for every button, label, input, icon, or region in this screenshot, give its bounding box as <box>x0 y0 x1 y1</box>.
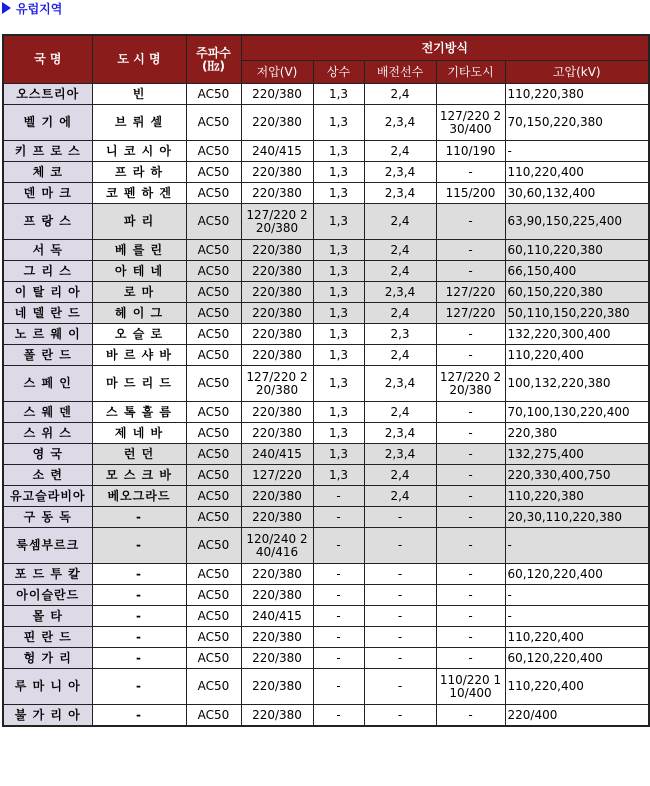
frequency-cell: AC50 <box>186 282 241 303</box>
wiring-cell: 2,3,4 <box>364 105 436 141</box>
wiring-cell: - <box>364 564 436 585</box>
frequency-cell: AC50 <box>186 564 241 585</box>
frequency-cell: AC50 <box>186 528 241 564</box>
other-cities-cell: - <box>436 204 505 240</box>
high-voltage-cell: 60,120,220,400 <box>505 648 649 669</box>
other-cities-cell: 127/220 <box>436 282 505 303</box>
city-cell: - <box>92 705 186 727</box>
city-cell: 코 펜 하 겐 <box>92 183 186 204</box>
header-frequency-unit: (㎐) <box>202 58 225 73</box>
header-power-system: 전기방식 <box>241 35 649 61</box>
high-voltage-cell: 132,275,400 <box>505 444 649 465</box>
header-wiring: 배전선수 <box>364 61 436 84</box>
table-row <box>3 204 649 240</box>
high-voltage-cell: 220/400 <box>505 705 649 727</box>
phase-cell: - <box>313 486 364 507</box>
high-voltage-cell: 220,330,400,750 <box>505 465 649 486</box>
table-row <box>3 84 649 105</box>
city-cell: 베 를 린 <box>92 240 186 261</box>
frequency-cell: AC50 <box>186 345 241 366</box>
country-cell: 체 코 <box>3 162 92 183</box>
country-cell: 루 마 니 아 <box>3 669 92 705</box>
table-row <box>3 486 649 507</box>
wiring-cell: 2,4 <box>364 204 436 240</box>
phase-cell: 1,3 <box>313 105 364 141</box>
wiring-cell: - <box>364 507 436 528</box>
low-voltage-cell: 220/380 <box>241 105 313 141</box>
city-cell: 마 드 리 드 <box>92 366 186 402</box>
high-voltage-cell: 110,220,380 <box>505 84 649 105</box>
high-voltage-cell: 20,30,110,220,380 <box>505 507 649 528</box>
high-voltage-cell: 70,100,130,220,400 <box>505 402 649 423</box>
other-cities-cell: - <box>436 162 505 183</box>
high-voltage-cell: 110,220,380 <box>505 486 649 507</box>
phase-cell: 1,3 <box>313 183 364 204</box>
phase-cell: 1,3 <box>313 465 364 486</box>
country-cell: 아이슬란드 <box>3 585 92 606</box>
phase-cell: 1,3 <box>313 261 364 282</box>
wiring-cell: - <box>364 585 436 606</box>
high-voltage-cell: 110,220,400 <box>505 345 649 366</box>
high-voltage-cell: - <box>505 585 649 606</box>
low-voltage-cell: 220/380 <box>241 705 313 727</box>
frequency-cell: AC50 <box>186 303 241 324</box>
low-voltage-cell: 127/220 220/380 <box>241 204 313 240</box>
wiring-cell: 2,3,4 <box>364 366 436 402</box>
city-cell: - <box>92 606 186 627</box>
table-row <box>3 648 649 669</box>
other-cities-cell: - <box>436 585 505 606</box>
header-frequency-label: 주파수 <box>196 45 231 60</box>
low-voltage-cell: 220/380 <box>241 84 313 105</box>
frequency-cell: AC50 <box>186 162 241 183</box>
low-voltage-cell: 220/380 <box>241 669 313 705</box>
city-cell: 오 슬 로 <box>92 324 186 345</box>
phase-cell: 1,3 <box>313 423 364 444</box>
low-voltage-cell: 220/380 <box>241 585 313 606</box>
table-row <box>3 183 649 204</box>
low-voltage-cell: 220/380 <box>241 162 313 183</box>
other-cities-cell: - <box>436 402 505 423</box>
wiring-cell: - <box>364 606 436 627</box>
high-voltage-cell: 60,120,220,400 <box>505 564 649 585</box>
wiring-cell: - <box>364 705 436 727</box>
frequency-cell: AC50 <box>186 648 241 669</box>
low-voltage-cell: 220/380 <box>241 627 313 648</box>
header-other-cities: 기타도시 <box>436 61 505 84</box>
other-cities-cell: 127/220 230/400 <box>436 105 505 141</box>
country-cell: 이 탈 리 아 <box>3 282 92 303</box>
country-cell: 불 가 리 아 <box>3 705 92 727</box>
table-row <box>3 444 649 465</box>
phase-cell: 1,3 <box>313 141 364 162</box>
table-row <box>3 402 649 423</box>
high-voltage-cell: 100,132,220,380 <box>505 366 649 402</box>
table-body <box>3 84 649 727</box>
low-voltage-cell: 220/380 <box>241 507 313 528</box>
low-voltage-cell: 127/220 220/380 <box>241 366 313 402</box>
phase-cell: 1,3 <box>313 240 364 261</box>
country-cell: 노 르 웨 이 <box>3 324 92 345</box>
city-cell: 런 던 <box>92 444 186 465</box>
wiring-cell: 2,4 <box>364 240 436 261</box>
city-cell: 헤 이 그 <box>92 303 186 324</box>
country-cell: 네 델 란 드 <box>3 303 92 324</box>
table-row <box>3 423 649 444</box>
country-cell: 프 랑 스 <box>3 204 92 240</box>
other-cities-cell: 127/220 <box>436 303 505 324</box>
frequency-cell: AC50 <box>186 141 241 162</box>
other-cities-cell: - <box>436 465 505 486</box>
high-voltage-cell: 63,90,150,225,400 <box>505 204 649 240</box>
other-cities-cell: - <box>436 261 505 282</box>
country-cell: 스 페 인 <box>3 366 92 402</box>
city-cell: - <box>92 564 186 585</box>
frequency-cell: AC50 <box>186 465 241 486</box>
low-voltage-cell: 220/380 <box>241 648 313 669</box>
low-voltage-cell: 220/380 <box>241 183 313 204</box>
other-cities-cell: 110/190 <box>436 141 505 162</box>
wiring-cell: 2,4 <box>364 465 436 486</box>
other-cities-cell: - <box>436 528 505 564</box>
low-voltage-cell: 220/380 <box>241 486 313 507</box>
wiring-cell: 2,3,4 <box>364 444 436 465</box>
phase-cell: 1,3 <box>313 282 364 303</box>
low-voltage-cell: 127/220 <box>241 465 313 486</box>
table-row <box>3 141 649 162</box>
table-row <box>3 627 649 648</box>
phase-cell: 1,3 <box>313 84 364 105</box>
phase-cell: 1,3 <box>313 345 364 366</box>
frequency-cell: AC50 <box>186 84 241 105</box>
wiring-cell: 2,4 <box>364 84 436 105</box>
header-frequency <box>186 35 241 84</box>
frequency-cell: AC50 <box>186 669 241 705</box>
wiring-cell: 2,3 <box>364 324 436 345</box>
frequency-cell: AC50 <box>186 606 241 627</box>
phase-cell: 1,3 <box>313 444 364 465</box>
phase-cell: 1,3 <box>313 162 364 183</box>
header-low-voltage: 저압(V) <box>241 61 313 84</box>
frequency-cell: AC50 <box>186 183 241 204</box>
city-cell: 파 리 <box>92 204 186 240</box>
frequency-cell: AC50 <box>186 507 241 528</box>
table-row <box>3 606 649 627</box>
frequency-cell: AC50 <box>186 105 241 141</box>
phase-cell: - <box>313 627 364 648</box>
country-cell: 폴 란 드 <box>3 345 92 366</box>
low-voltage-cell: 220/380 <box>241 282 313 303</box>
header-city: 도 시 명 <box>92 35 186 84</box>
country-cell: 포 드 투 칼 <box>3 564 92 585</box>
header-phase: 상수 <box>313 61 364 84</box>
frequency-cell: AC50 <box>186 705 241 727</box>
other-cities-cell: - <box>436 705 505 727</box>
frequency-cell: AC50 <box>186 585 241 606</box>
high-voltage-cell: 30,60,132,400 <box>505 183 649 204</box>
low-voltage-cell: 220/380 <box>241 324 313 345</box>
frequency-cell: AC50 <box>186 486 241 507</box>
city-cell: - <box>92 669 186 705</box>
city-cell: 니 코 시 아 <box>92 141 186 162</box>
frequency-cell: AC50 <box>186 261 241 282</box>
phase-cell: - <box>313 564 364 585</box>
table-row <box>3 261 649 282</box>
other-cities-cell: - <box>436 444 505 465</box>
wiring-cell: - <box>364 627 436 648</box>
wiring-cell: - <box>364 648 436 669</box>
other-cities-cell: - <box>436 648 505 669</box>
city-cell: 로 마 <box>92 282 186 303</box>
high-voltage-cell: 132,220,300,400 <box>505 324 649 345</box>
low-voltage-cell: 220/380 <box>241 261 313 282</box>
frequency-cell: AC50 <box>186 240 241 261</box>
section-title: 유럽지역 <box>16 1 63 16</box>
city-cell: - <box>92 585 186 606</box>
frequency-cell: AC50 <box>186 366 241 402</box>
country-cell: 룩셈부르크 <box>3 528 92 564</box>
city-cell: 빈 <box>92 84 186 105</box>
other-cities-cell: - <box>436 240 505 261</box>
city-cell: 바 르 샤 바 <box>92 345 186 366</box>
phase-cell: 1,3 <box>313 303 364 324</box>
country-cell: 스 웨 덴 <box>3 402 92 423</box>
city-cell: 베오그라드 <box>92 486 186 507</box>
country-cell: 그 리 스 <box>3 261 92 282</box>
wiring-cell: 2,4 <box>364 345 436 366</box>
wiring-cell: 2,3,4 <box>364 423 436 444</box>
phase-cell: 1,3 <box>313 402 364 423</box>
low-voltage-cell: 220/380 <box>241 303 313 324</box>
high-voltage-cell: - <box>505 141 649 162</box>
phase-cell: - <box>313 648 364 669</box>
city-cell: - <box>92 507 186 528</box>
country-cell: 핀 란 드 <box>3 627 92 648</box>
phase-cell: - <box>313 585 364 606</box>
frequency-cell: AC50 <box>186 324 241 345</box>
low-voltage-cell: 220/380 <box>241 564 313 585</box>
table-row <box>3 303 649 324</box>
country-cell: 벨 기 에 <box>3 105 92 141</box>
country-cell: 몰 타 <box>3 606 92 627</box>
low-voltage-cell: 240/415 <box>241 141 313 162</box>
other-cities-cell: - <box>436 345 505 366</box>
wiring-cell: 2,3,4 <box>364 282 436 303</box>
table-row <box>3 105 649 141</box>
low-voltage-cell: 240/415 <box>241 444 313 465</box>
low-voltage-cell: 220/380 <box>241 402 313 423</box>
high-voltage-cell: - <box>505 528 649 564</box>
table-row <box>3 345 649 366</box>
high-voltage-cell: 70,150,220,380 <box>505 105 649 141</box>
other-cities-cell: - <box>436 507 505 528</box>
phase-cell: - <box>313 606 364 627</box>
country-cell: 오스트리아 <box>3 84 92 105</box>
country-cell: 소 련 <box>3 465 92 486</box>
table-row <box>3 282 649 303</box>
low-voltage-cell: 120/240 240/416 <box>241 528 313 564</box>
table-row <box>3 564 649 585</box>
high-voltage-cell: - <box>505 606 649 627</box>
country-cell: 구 동 독 <box>3 507 92 528</box>
low-voltage-cell: 220/380 <box>241 345 313 366</box>
wiring-cell: 2,3,4 <box>364 162 436 183</box>
wiring-cell: 2,4 <box>364 402 436 423</box>
low-voltage-cell: 240/415 <box>241 606 313 627</box>
triangle-bullet-icon <box>2 2 11 14</box>
wiring-cell: 2,4 <box>364 261 436 282</box>
frequency-cell: AC50 <box>186 423 241 444</box>
other-cities-cell: - <box>436 606 505 627</box>
table-row <box>3 705 649 727</box>
table-row <box>3 324 649 345</box>
city-cell: 제 네 바 <box>92 423 186 444</box>
high-voltage-cell: 60,110,220,380 <box>505 240 649 261</box>
phase-cell: - <box>313 528 364 564</box>
wiring-cell: 2,4 <box>364 141 436 162</box>
table-row <box>3 528 649 564</box>
city-cell: 모 스 크 바 <box>92 465 186 486</box>
wiring-cell: - <box>364 528 436 564</box>
city-cell: - <box>92 648 186 669</box>
table-row <box>3 507 649 528</box>
city-cell: - <box>92 528 186 564</box>
table-row <box>3 366 649 402</box>
country-cell: 키 프 로 스 <box>3 141 92 162</box>
other-cities-cell: 110/220 110/400 <box>436 669 505 705</box>
city-cell: 스 톡 홀 름 <box>92 402 186 423</box>
low-voltage-cell: 220/380 <box>241 240 313 261</box>
power-spec-table <box>2 34 650 727</box>
phase-cell: - <box>313 507 364 528</box>
frequency-cell: AC50 <box>186 627 241 648</box>
header-high-voltage: 고압(kV) <box>505 61 649 84</box>
wiring-cell: - <box>364 669 436 705</box>
high-voltage-cell: 60,150,220,380 <box>505 282 649 303</box>
phase-cell: 1,3 <box>313 324 364 345</box>
city-cell: 프 라 하 <box>92 162 186 183</box>
city-cell: 브 뤼 셀 <box>92 105 186 141</box>
table-row <box>3 240 649 261</box>
phase-cell: 1,3 <box>313 204 364 240</box>
country-cell: 헝 가 리 <box>3 648 92 669</box>
other-cities-cell: - <box>436 486 505 507</box>
high-voltage-cell: 110,220,400 <box>505 162 649 183</box>
country-cell: 영 국 <box>3 444 92 465</box>
frequency-cell: AC50 <box>186 204 241 240</box>
country-cell: 덴 마 크 <box>3 183 92 204</box>
other-cities-cell: - <box>436 423 505 444</box>
high-voltage-cell: 66,150,400 <box>505 261 649 282</box>
city-cell: - <box>92 627 186 648</box>
city-cell: 아 테 네 <box>92 261 186 282</box>
section-heading <box>2 0 62 16</box>
wiring-cell: 2,4 <box>364 486 436 507</box>
table-row <box>3 585 649 606</box>
other-cities-cell: 127/220 220/380 <box>436 366 505 402</box>
other-cities-cell <box>436 84 505 105</box>
table-row <box>3 162 649 183</box>
other-cities-cell: - <box>436 324 505 345</box>
high-voltage-cell: 50,110,150,220,380 <box>505 303 649 324</box>
country-cell: 서 독 <box>3 240 92 261</box>
high-voltage-cell: 220,380 <box>505 423 649 444</box>
wiring-cell: 2,4 <box>364 303 436 324</box>
phase-cell: - <box>313 669 364 705</box>
wiring-cell: 2,3,4 <box>364 183 436 204</box>
table-row <box>3 465 649 486</box>
phase-cell: - <box>313 705 364 727</box>
other-cities-cell: - <box>436 627 505 648</box>
header-country: 국 명 <box>3 35 92 84</box>
low-voltage-cell: 220/380 <box>241 423 313 444</box>
other-cities-cell: 115/200 <box>436 183 505 204</box>
frequency-cell: AC50 <box>186 402 241 423</box>
country-cell: 스 위 스 <box>3 423 92 444</box>
high-voltage-cell: 110,220,400 <box>505 627 649 648</box>
table-row <box>3 669 649 705</box>
frequency-cell: AC50 <box>186 444 241 465</box>
other-cities-cell: - <box>436 564 505 585</box>
phase-cell: 1,3 <box>313 366 364 402</box>
country-cell: 유고슬라비아 <box>3 486 92 507</box>
high-voltage-cell: 110,220,400 <box>505 669 649 705</box>
